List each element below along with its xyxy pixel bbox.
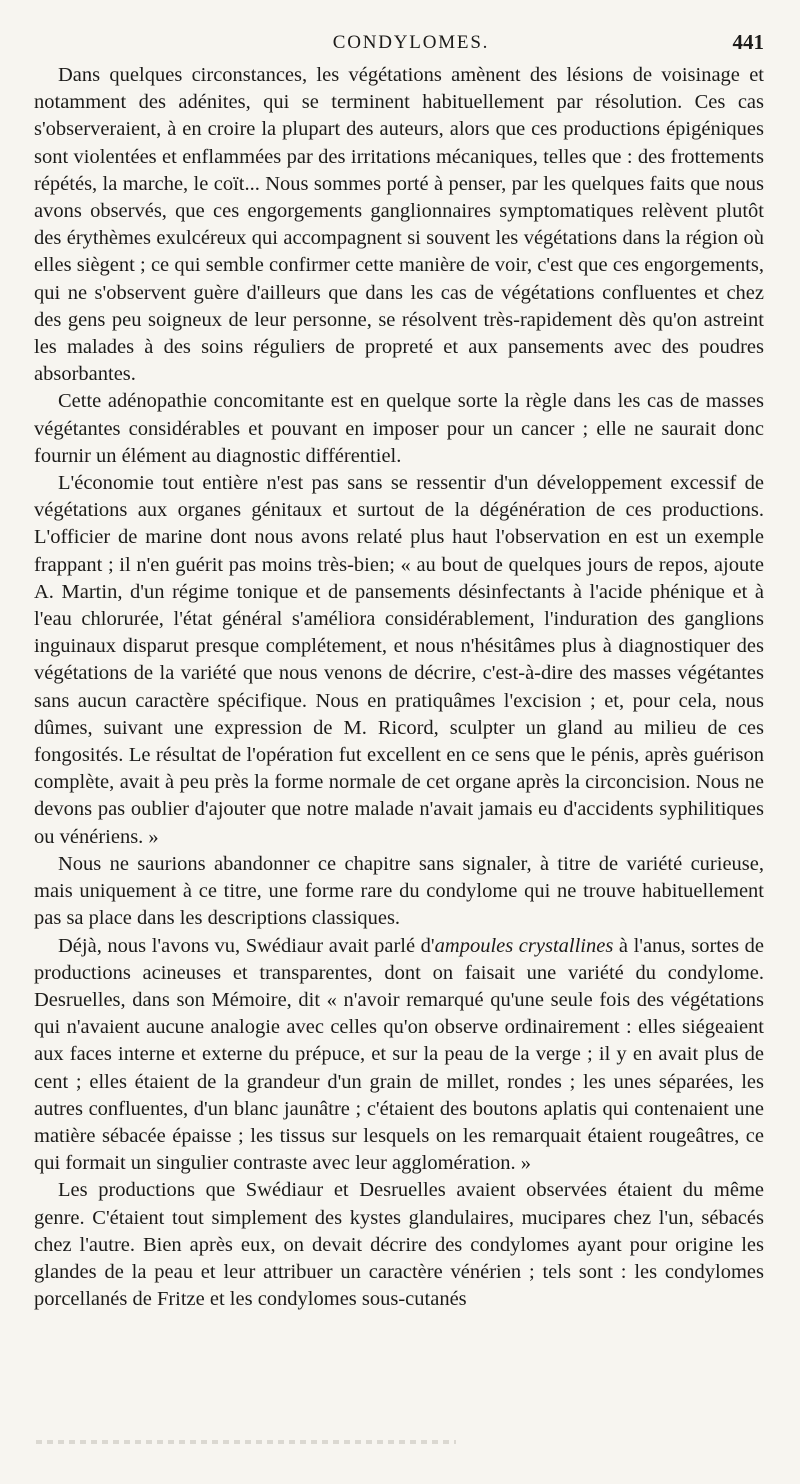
paragraph-lesions-adenites: Dans quelques circonstances, les végétations amènent des lésions de voisinage et notamment des adénites, qui se terminent habituellement par résolution. Ces cas s'observeraient, à en croire la plupart des auteurs, alors que ces productions épigéniques sont violentées et enflammées par des irritations mécaniques, telles que : des frottements répétés, la marche, le coït... Nous sommes porté à penser, par les quelques faits que nous avons observés, que ces engorgements ganglionnaires symptomatiques relèvent plutôt des érythèmes exulcéreux qui accompagnent si souvent les végétations dans la région où elles siègent ; ce qui semble confirmer cette manière de voir, c'est que ces engorgements, qui ne s'observent guère d'ailleurs que dans les cas de végétations confluentes et chez des gens peu soigneux de leur personne, se résolvent très-rapidement dès qu'on astreint les malades à des soins réguliers de propreté et aux pansements avec des poudres absorbantes. — [34, 64, 764, 386]
paragraph-forme-rare: Nous ne saurions abandonner ce chapitre sans signaler, à titre de variété curieuse, mais uniquement à ce titre, une forme rare du condylome qui ne trouve habituellement pas sa place dans les descriptions classiques. — [34, 852, 764, 930]
ampoules-crystallines-term: ampoules crystallines — [434, 934, 614, 957]
page-number: 441 — [732, 30, 764, 54]
paragraph-economie-martin-quote: L'économie tout entière n'est pas sans se ressentir d'un développement excessif de végétations aux organes génitaux et surtout de la dégénération de ces productions. L'officier de marine dont nous avons relaté plus haut l'observation en est un exemple frappant ; il n'en guérit pas moins très-bien; « au bout de quelques jours de repos, ajoute A. Martin, d'un régime tonique et de pansements désinfectants à l'acide phénique et à l'eau chlorurée, l'état général s'améliora considérablement, l'induration des ganglions inguinaux disparut presque complétement, et nous n'hésitâmes plus à diagnostiquer des végétations de la variété que nous venons de décrire, c'est-à-dire des masses végétantes sans aucun caractère spécifique. Nous en pratiquâmes l'excision ; et, pour cela, nous dûmes, suivant une expression de M. Ricord, sculpter un gland au milieu de ces fongosités. Le résultat de l'opération fut excellent en ce sens que le pénis, après guérison complète, avait à peu près la forme normale de cet organe après la circoncision. Nous ne devons pas oublier d'ajouter que notre malade n'avait jamais eu d'accidents syphilitiques ou vénériens. » — [34, 472, 764, 848]
paragraph-swediaur-rest: à l'anus, sortes de productions acineuses et transparentes, dont on faisait une variété du condylome. Desruelles, dans son Mémoire, dit « n'avoir remarqué qu'une seule fois des végétations qui n'avaient aucune analogie avec celles qu'on observe ordinairement : elles siégeaient aux faces interne et externe du prépuce, et sur la peau de la verge ; il y en avait plus de cent ; elles étaient de la grandeur d'un grain de millet, rondes ; les unes séparées, les autres confluentes, d'un blanc jaunâtre ; c'étaient des boutons aplatis qui contenaient une matière sébacée épaisse ; les tissus sur lesquels on les remarquait étaient rougeâtres, ce qui formait un singulier contraste avec leur agglomération. » — [34, 934, 764, 1175]
body-text — [34, 62, 764, 1313]
footer-print-smudge — [36, 1440, 456, 1444]
paragraph-swediaur-start: Déjà, nous l'avons vu, Swédiaur avait parlé d' — [58, 934, 435, 957]
paragraph-swediaur-desruelles — [34, 933, 764, 1178]
running-head — [58, 28, 764, 60]
paragraph-adenopathie: Cette adénopathie concomitante est en quelque sorte la règle dans les cas de masses végétantes considérables et pouvant en imposer pour un cancer ; elle ne saurait donc fournir un élément au diagnostic différentiel. — [34, 390, 764, 467]
paragraph-kystes-glandulaires: Les productions que Swédiaur et Desruelles avaient observées étaient du même genre. C'étaient tout simplement des kystes glandulaires, mucipares chez l'un, sébacés chez l'autre. Bien après eux, on devait décrire des condylomes ayant pour origine les glandes de la peau et leur attribuer un caractère vénérien ; tels sont : les condylomes porcellanés de Fritze et les condylomes sous-cutanés — [34, 1179, 764, 1311]
running-title: CONDYLOMES. — [332, 32, 490, 53]
